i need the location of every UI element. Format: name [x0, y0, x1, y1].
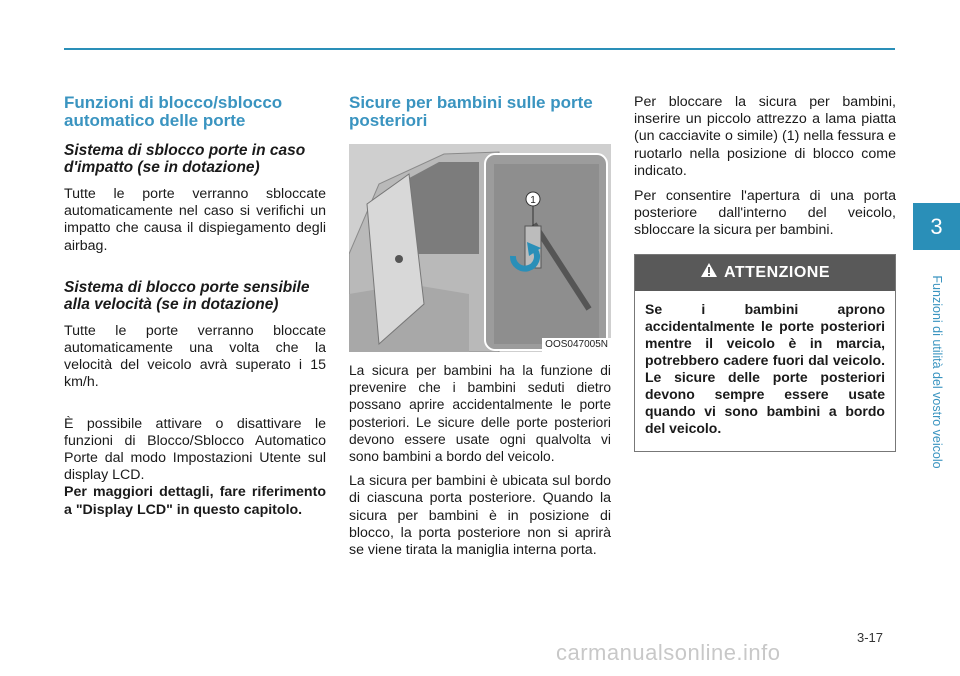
- page-number: 3-17: [857, 630, 884, 645]
- warning-text: Se i bambini aprono accidentalmente le porte posteriori mentre il veicolo è in marcia, potrebbero cadere fuori dal veicolo. Le sicure delle porte posteriori devono sempre essere usate quando vi sono bambini a bordo del veicolo.: [645, 300, 885, 436]
- subsection-title-speed-lock: Sistema di blocco porte sensibile alla velocità (se in dotazione): [64, 278, 310, 313]
- column-middle: [349, 94, 611, 567]
- warning-header: [635, 255, 895, 291]
- warning-box: [634, 254, 896, 452]
- child-lock-illustration: [349, 144, 611, 352]
- paragraph-lcd-settings: È possibile attivare o disattivare le funzioni di Blocco/Sblocco Automatico Porte dal modo Impostazioni Utente sul display LCD.: [64, 415, 326, 484]
- paragraph-child-lock-location: La sicura per bambini è ubicata sul bordo di ciascuna porta posteriore. Quando la sicura per bambini è in posizione di blocco, la porta posteriore non si aprirà se viene tirata la maniglia interna porta.: [349, 473, 611, 559]
- paragraph-speed-lock: Tutte le porte verranno bloccate automaticamente una volta che la velocità del veicolo avrà superato i 15 km/h.: [64, 322, 326, 391]
- paragraph-child-lock-purpose: La sicura per bambini ha la funzione di prevenire che i bambini seduti dietro possano aprire accidentalmente le porte posteriori. Le sicure delle porte posteriori devono essere usate ogni qualvolta vi sono bambini a bordo del veicolo.: [349, 363, 611, 465]
- section-title-auto-lock: Funzioni di blocco/sblocco automatico delle porte: [64, 93, 283, 130]
- section-title-child-locks: Sicure per bambini sulle porte posteriori: [349, 93, 593, 130]
- column-left: [64, 94, 326, 527]
- warning-title: ATTENZIONE: [723, 263, 831, 281]
- paragraph-lock-instructions: Per bloccare la sicura per bambini, inserire un piccolo attrezzo a lama piatta (un cacciavite o simile) (1) nella fessura e ruotarlo nella posizione di blocco come indicato.: [634, 94, 896, 179]
- paragraph-impact-unlock: Tutte le porte verranno sbloccate automaticamente nel caso si verifichi un impatto che causa il dispiegamento degli airbag.: [64, 186, 326, 254]
- figure-code-label: OOS047005N: [542, 338, 611, 352]
- chapter-number-tab: 3: [913, 203, 960, 250]
- figure-callout-1: 1: [530, 195, 536, 206]
- column-right: [634, 94, 896, 452]
- warning-triangle-icon: [700, 262, 718, 283]
- subsection-title-impact-unlock: Sistema di sblocco porte in caso d'impatto (se in dotazione): [64, 142, 306, 176]
- paragraph-lcd-reference: Per maggiori dettagli, fare riferimento a "Display LCD" in questo capitolo.: [64, 484, 326, 518]
- chapter-side-label: Funzioni di utilità del vostro veicolo: [930, 275, 944, 469]
- site-watermark: carmanualsonline.info: [556, 640, 781, 665]
- header-rule: [64, 48, 895, 50]
- paragraph-unlock-instructions: Per consentire l'apertura di una porta posteriore dall'interno del veicolo, sbloccare la sicura per bambini.: [634, 188, 896, 239]
- car-door-drawing: [349, 144, 611, 352]
